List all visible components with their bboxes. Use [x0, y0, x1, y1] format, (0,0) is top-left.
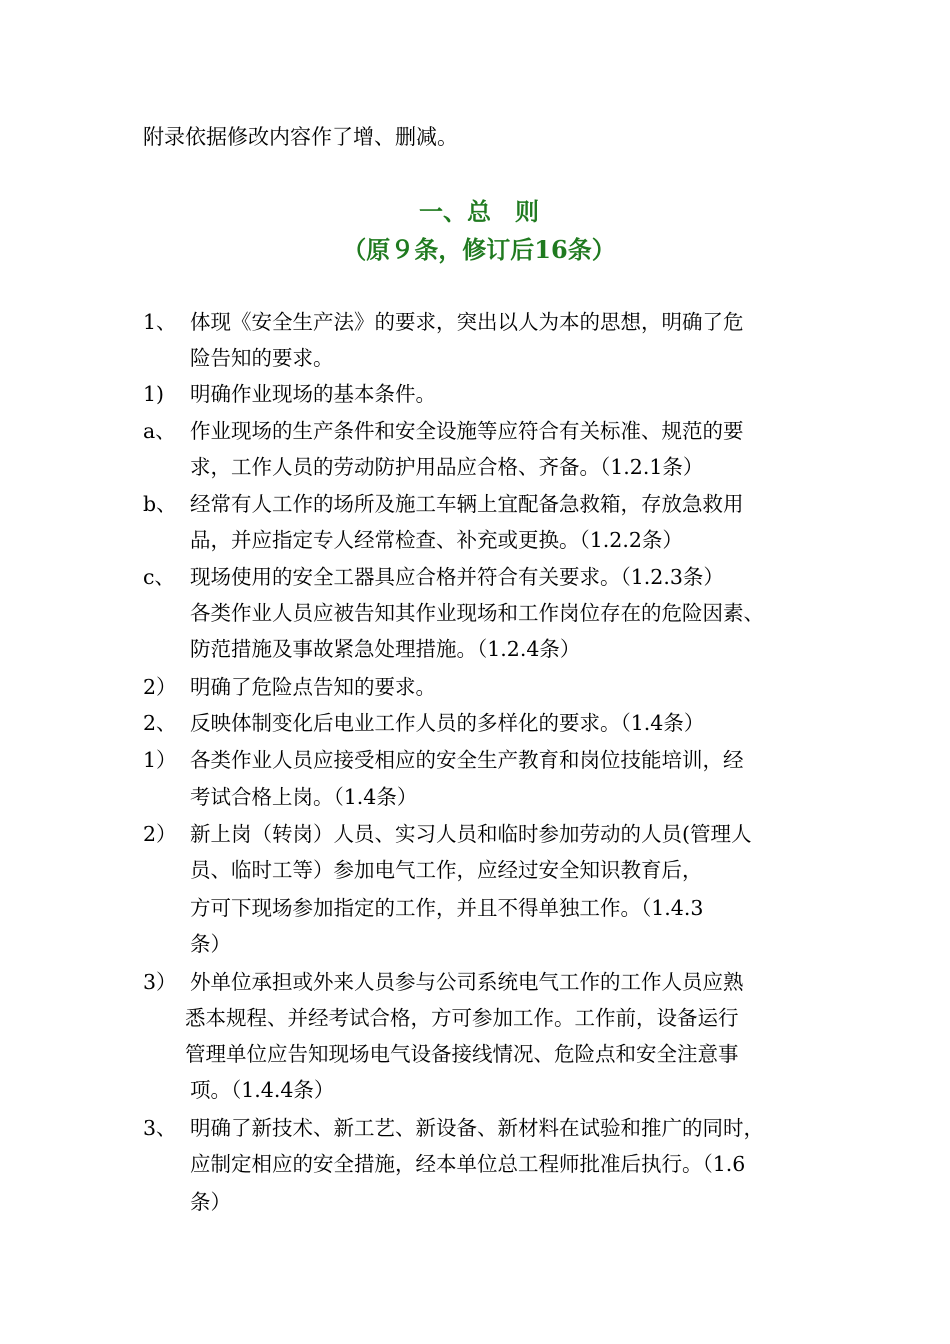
item-marker: 3、 [143, 1116, 177, 1140]
item-text-line: 方可下现场参加指定的工作，并且不得单独工作。（1.4.3 [190, 896, 704, 920]
item-text-line: 明确作业现场的基本条件。 [190, 382, 436, 406]
item-text-line: 各类作业人员应被告知其作业现场和工作岗位存在的危险因素、 [190, 601, 764, 625]
item-marker: 1） [143, 748, 177, 772]
item-marker: 2、 [143, 711, 177, 735]
item-text-line: 现场使用的安全工器具应合格并符合有关要求。（1.2.3条） [190, 565, 724, 589]
item-text-line: 员、临时工等）参加电气工作，应经过安全知识教育后， [190, 858, 703, 882]
item-marker: 3） [143, 970, 177, 994]
item-text-line: 条） [190, 1190, 231, 1214]
item-text-line: 新上岗（转岗）人员、实习人员和临时参加劳动的人员(管理人 [190, 822, 752, 846]
item-text-line: 外单位承担或外来人员参与公司系统电气工作的工作人员应熟 [190, 970, 744, 994]
item-marker: 1) [143, 382, 165, 406]
item-text-line: 悉本规程、并经考试合格，方可参加工作。工作前，设备运行 [185, 1006, 739, 1030]
item-marker: 2） [143, 675, 177, 699]
item-text-line: 经常有人工作的场所及施工车辆上宜配备急救箱，存放急救用 [190, 492, 744, 516]
item-marker: 2） [143, 822, 177, 846]
item-text-line: 项。（1.4.4条） [190, 1078, 335, 1102]
section-subtitle: （原９条，修订后16条） [342, 235, 616, 264]
item-text-line: 管理单位应告知现场电气设备接线情况、危险点和安全注意事 [185, 1042, 739, 1066]
item-text-line: 求，工作人员的劳动防护用品应合格、齐备。（1.2.1条） [190, 455, 704, 479]
item-text-line: 险告知的要求。 [190, 346, 334, 370]
item-text-line: 反映体制变化后电业工作人员的多样化的要求。（1.4条） [190, 711, 705, 735]
item-text-line: 各类作业人员应接受相应的安全生产教育和岗位技能培训，经 [190, 748, 744, 772]
item-marker: 1、 [143, 310, 177, 334]
item-text-line: 作业现场的生产条件和安全设施等应符合有关标准、规范的要 [190, 419, 744, 443]
item-text-line: 应制定相应的安全措施，经本单位总工程师批准后执行。（1.6 [190, 1152, 746, 1176]
item-text-line: 明确了新技术、新工艺、新设备、新材料在试验和推广的同时， [190, 1116, 764, 1140]
intro-paragraph: 附录依据修改内容作了增、删减。 [143, 125, 458, 149]
item-text-line: 明确了危险点告知的要求。 [190, 675, 436, 699]
item-marker: c、 [143, 565, 175, 589]
item-marker: a、 [143, 419, 176, 443]
section-title: 一、总 则 [419, 197, 539, 226]
item-text-line: 防范措施及事故紧急处理措施。（1.2.4条） [190, 637, 581, 661]
item-text-line: 品，并应指定专人经常检查、补充或更换。（1.2.2条） [190, 528, 683, 552]
item-marker: b、 [143, 492, 177, 516]
item-text-line: 条） [190, 932, 231, 956]
item-text-line: 体现《安全生产法》的要求，突出以人为本的思想，明确了危 [190, 310, 744, 334]
item-text-line: 考试合格上岗。（1.4条） [190, 785, 418, 809]
